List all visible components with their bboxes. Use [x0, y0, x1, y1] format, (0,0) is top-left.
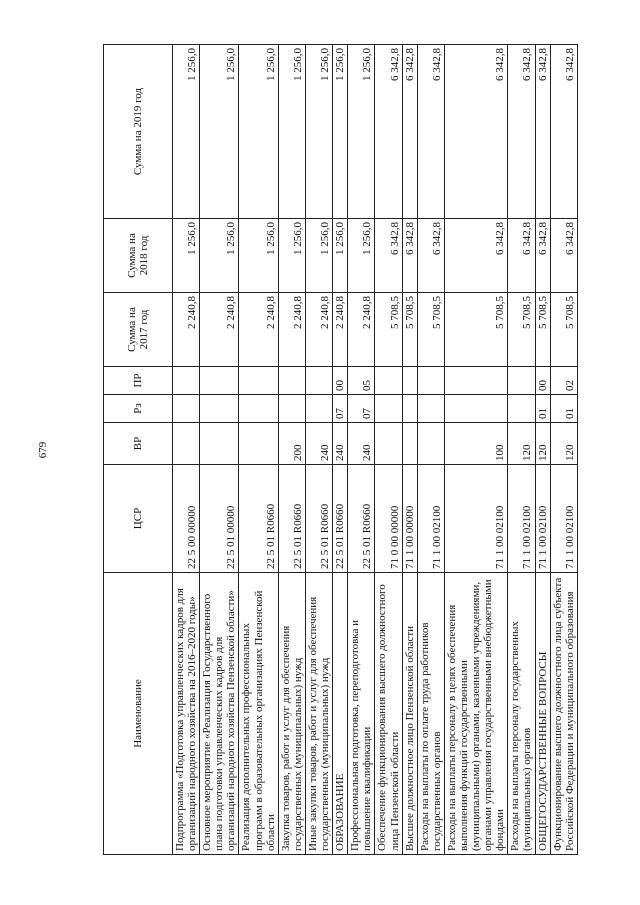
cell-sum-2019: 6 342,8 — [535, 45, 550, 219]
cell-sum-2017: 5 708,5 — [550, 293, 577, 367]
cell-sum-2018: 1 256,0 — [333, 219, 348, 293]
cell-sum-2019: 1 256,0 — [200, 45, 239, 219]
cell-sum-2017: 2 240,8 — [305, 293, 332, 367]
cell-name: Расходы на выплаты персоналу в целях обеспечения выполнения функций государственными (муниципальными) органами, казенными учреждениями, органами управления государственными внебюджетными фондами — [444, 573, 507, 855]
table-body — [173, 45, 578, 855]
cell-name: Высшее должностное лицо Пензенской области — [402, 573, 417, 855]
table-row — [305, 45, 332, 855]
cell-sum-2018: 1 256,0 — [173, 219, 200, 293]
cell-sum-2018: 1 256,0 — [348, 219, 375, 293]
cell-sum-2017: 5 708,5 — [402, 293, 417, 367]
cell-vr: 240 — [333, 423, 348, 465]
cell-csr: 71 1 00 02100 — [535, 465, 550, 573]
cell-sum-2018: 1 256,0 — [200, 219, 239, 293]
cell-sum-2018: 6 342,8 — [444, 219, 507, 293]
cell-rz — [200, 395, 239, 423]
cell-vr: 120 — [508, 423, 535, 465]
header-vr: ВР — [104, 423, 173, 465]
cell-csr: 22 5 01 R0660 — [239, 465, 278, 573]
cell-pr — [508, 367, 535, 395]
cell-rz — [508, 395, 535, 423]
cell-pr: 00 — [333, 367, 348, 395]
cell-csr: 71 1 00 02100 — [550, 465, 577, 573]
cell-sum-2019: 1 256,0 — [305, 45, 332, 219]
cell-sum-2019: 1 256,0 — [239, 45, 278, 219]
cell-vr — [375, 423, 402, 465]
cell-sum-2017: 2 240,8 — [278, 293, 305, 367]
cell-rz — [444, 395, 507, 423]
cell-sum-2017: 5 708,5 — [444, 293, 507, 367]
table-row — [402, 45, 417, 855]
cell-csr: 22 5 01 R0660 — [305, 465, 332, 573]
cell-vr: 100 — [444, 423, 507, 465]
cell-sum-2019: 6 342,8 — [444, 45, 507, 219]
cell-pr — [417, 367, 444, 395]
cell-rz — [305, 395, 332, 423]
cell-pr — [305, 367, 332, 395]
header-pr: ПР — [104, 367, 173, 395]
rotated-table-wrapper — [103, 45, 601, 855]
cell-sum-2018: 6 342,8 — [375, 219, 402, 293]
cell-rz — [375, 395, 402, 423]
cell-csr: 22 5 01 R0660 — [348, 465, 375, 573]
cell-sum-2018: 6 342,8 — [550, 219, 577, 293]
header-sum-2018: Сумма на 2018 год — [104, 219, 173, 293]
cell-name: ОБЩЕГОСУДАРСТВЕННЫЕ ВОПРОСЫ — [535, 573, 550, 855]
cell-sum-2017: 2 240,8 — [173, 293, 200, 367]
cell-sum-2017: 2 240,8 — [239, 293, 278, 367]
cell-name: Иные закупки товаров, работ и услуг для обеспечения государственных (муниципальных) нужд — [305, 573, 332, 855]
cell-sum-2019: 1 256,0 — [278, 45, 305, 219]
cell-csr: 71 1 00 02100 — [508, 465, 535, 573]
cell-vr: 120 — [535, 423, 550, 465]
table-row — [444, 45, 507, 855]
budget-table-container — [103, 45, 601, 855]
cell-csr: 71 1 00 00000 — [402, 465, 417, 573]
cell-sum-2017: 5 708,5 — [535, 293, 550, 367]
cell-sum-2018: 6 342,8 — [417, 219, 444, 293]
cell-vr — [239, 423, 278, 465]
cell-sum-2017: 5 708,5 — [508, 293, 535, 367]
cell-pr — [200, 367, 239, 395]
cell-vr — [417, 423, 444, 465]
cell-sum-2018: 1 256,0 — [305, 219, 332, 293]
cell-vr — [200, 423, 239, 465]
table-row — [375, 45, 402, 855]
cell-csr: 22 5 00 00000 — [173, 465, 200, 573]
cell-pr: 05 — [348, 367, 375, 395]
cell-name: Подпрограмма «Подготовка управленческих кадров для организаций народного хозяйства на 2016–2020 годы» — [173, 573, 200, 855]
cell-sum-2018: 6 342,8 — [402, 219, 417, 293]
cell-vr: 200 — [278, 423, 305, 465]
cell-name: Расходы на выплаты персоналу государственных (муниципальных) органов — [508, 573, 535, 855]
cell-pr: 02 — [550, 367, 577, 395]
cell-rz — [173, 395, 200, 423]
cell-name: Основное мероприятие «Реализация Государственного плана подготовки управленческих кадров для организаций народного хозяйства Пензенской области» — [200, 573, 239, 855]
cell-vr: 120 — [550, 423, 577, 465]
cell-csr: 22 5 01 00000 — [200, 465, 239, 573]
cell-sum-2017: 2 240,8 — [348, 293, 375, 367]
cell-sum-2018: 6 342,8 — [535, 219, 550, 293]
cell-sum-2019: 6 342,8 — [550, 45, 577, 219]
table-row — [417, 45, 444, 855]
cell-rz: 01 — [535, 395, 550, 423]
page-number: 679 — [37, 441, 49, 459]
cell-sum-2017: 2 240,8 — [333, 293, 348, 367]
table-row — [333, 45, 348, 855]
cell-pr — [239, 367, 278, 395]
table-row — [278, 45, 305, 855]
cell-sum-2019: 6 342,8 — [375, 45, 402, 219]
cell-sum-2019: 1 256,0 — [333, 45, 348, 219]
cell-pr — [444, 367, 507, 395]
cell-sum-2019: 1 256,0 — [348, 45, 375, 219]
cell-name: Расходы на выплаты по оплате труда работников государственных органов — [417, 573, 444, 855]
cell-rz: 07 — [333, 395, 348, 423]
table-row — [550, 45, 577, 855]
cell-rz — [239, 395, 278, 423]
budget-table — [103, 44, 578, 855]
cell-vr — [173, 423, 200, 465]
cell-sum-2019: 6 342,8 — [508, 45, 535, 219]
cell-name: Обеспечение функционирования высшего должностного лица Пензенской области — [375, 573, 402, 855]
cell-csr: 71 0 00 00000 — [375, 465, 402, 573]
cell-vr: 240 — [348, 423, 375, 465]
cell-sum-2018: 1 256,0 — [278, 219, 305, 293]
cell-rz — [402, 395, 417, 423]
cell-rz — [278, 395, 305, 423]
cell-name: Профессиональная подготовка, переподготовка и повышение квалификации — [348, 573, 375, 855]
cell-csr: 22 5 01 R0660 — [278, 465, 305, 573]
header-csr: ЦСР — [104, 465, 173, 573]
cell-csr: 71 1 00 02100 — [444, 465, 507, 573]
cell-pr — [173, 367, 200, 395]
cell-pr — [375, 367, 402, 395]
header-name: Наименование — [104, 573, 173, 855]
table-row — [348, 45, 375, 855]
cell-rz: 07 — [348, 395, 375, 423]
cell-name: Закупка товаров, работ и услуг для обеспечения государственных (муниципальных) нужд — [278, 573, 305, 855]
table-row — [508, 45, 535, 855]
cell-csr: 71 1 00 02100 — [417, 465, 444, 573]
cell-sum-2019: 6 342,8 — [417, 45, 444, 219]
cell-rz: 01 — [550, 395, 577, 423]
header-row — [104, 45, 173, 855]
table-row — [535, 45, 550, 855]
table-row — [173, 45, 200, 855]
cell-name: ОБРАЗОВАНИЕ — [333, 573, 348, 855]
cell-sum-2018: 1 256,0 — [239, 219, 278, 293]
header-sum-2019: Сумма на 2019 год — [104, 45, 173, 219]
cell-rz — [417, 395, 444, 423]
cell-sum-2019: 6 342,8 — [402, 45, 417, 219]
cell-csr: 22 5 01 R0660 — [333, 465, 348, 573]
cell-sum-2019: 1 256,0 — [173, 45, 200, 219]
table-row — [239, 45, 278, 855]
cell-sum-2017: 2 240,8 — [200, 293, 239, 367]
table-header — [104, 45, 173, 855]
header-rz: Рз — [104, 395, 173, 423]
header-sum-2017: Сумма на 2017 год — [104, 293, 173, 367]
cell-vr — [402, 423, 417, 465]
cell-name: Функционирование высшего должностного лица субъекта Российской Федерации и муниципального образования — [550, 573, 577, 855]
cell-pr — [278, 367, 305, 395]
cell-sum-2017: 5 708,5 — [375, 293, 402, 367]
cell-sum-2017: 5 708,5 — [417, 293, 444, 367]
cell-vr: 240 — [305, 423, 332, 465]
cell-pr — [402, 367, 417, 395]
table-row — [200, 45, 239, 855]
cell-pr: 00 — [535, 367, 550, 395]
cell-name: Реализация дополнительных профессиональных программ в образовательных организациях Пензенской области — [239, 573, 278, 855]
cell-sum-2018: 6 342,8 — [508, 219, 535, 293]
